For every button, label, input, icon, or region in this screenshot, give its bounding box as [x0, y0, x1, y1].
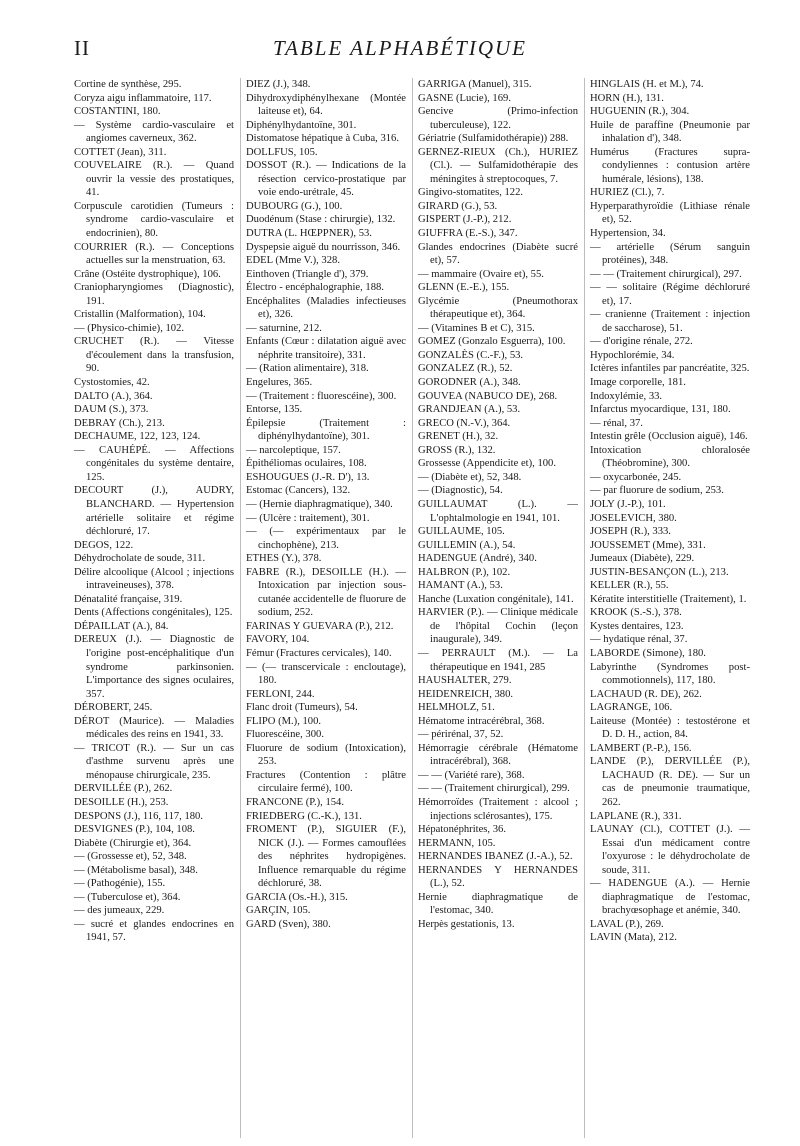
index-entry: JOUSSEMET (Mme), 331.: [590, 539, 706, 551]
index-entry: — (Ulcère : traitement), 301.: [246, 512, 370, 524]
index-entry: Hémorroïdes (Traitement : alcool ; injections sclérosantes), 175.: [418, 796, 578, 822]
index-entry: Infarctus myocardique, 131, 180.: [590, 404, 731, 416]
index-column-4: [584, 78, 750, 1138]
index-entry: FAVORY, 104.: [246, 634, 310, 646]
index-entry: Fluorure de sodium (Intoxication), 253.: [246, 742, 406, 768]
index-entry: DÉPAILLAT (A.), 84.: [74, 620, 169, 632]
index-entry: JOSEPH (R.), 333.: [590, 526, 671, 538]
index-entry: COURRIER (R.). — Conceptions actuelles sur la menstruation, 63.: [74, 241, 234, 267]
index-entry: GRENET (H.), 32.: [418, 431, 499, 443]
index-entry: Einthoven (Triangle d'), 379.: [246, 268, 369, 280]
index-entry: LAPLANE (R.), 331.: [590, 810, 682, 822]
index-entry: DESPONS (J.), 116, 117, 180.: [74, 810, 203, 822]
index-entry: DECOURT (J.), AUDRY, BLANCHARD. — Hypertension artérielle solitaire et régime déchloruré, 17.: [74, 485, 234, 538]
index-column-2: [240, 78, 406, 1138]
index-entry: LAVIN (Mata), 212.: [590, 932, 677, 944]
index-entry: DESVIGNES (P.), 104, 108.: [74, 824, 195, 836]
index-entry: — hydatique rénal, 37.: [590, 634, 688, 646]
index-entry: Dihydroxydiphénylhexane (Montée laiteuse et), 64.: [246, 92, 406, 118]
index-entry: LAGRANGE, 106.: [590, 702, 673, 714]
index-entry: — TRICOT (R.). — Sur un cas d'asthme survenu après une ménopause chirurgicale, 235.: [74, 742, 234, 781]
index-entry: DUTRA (L. HŒPPNER), 53.: [246, 228, 372, 240]
index-entry: — (Physico-chimie), 102.: [74, 322, 185, 334]
index-entry: LAVAL (P.), 269.: [590, 918, 664, 930]
index-entry: Kératite interstitielle (Traitement), 1.: [590, 593, 747, 605]
index-entry: HALBRON (P.), 102.: [418, 566, 511, 578]
index-entry: — — solitaire (Régime déchloruré et), 17.: [590, 282, 750, 307]
index-entry: — (Pathogénie), 155.: [74, 878, 166, 890]
index-entry: LAMBERT (P.-P.), 156.: [590, 742, 692, 754]
index-entry: JUSTIN-BESANÇON (L.), 213.: [590, 566, 729, 578]
index-entry: FRANCONE (P.), 154.: [246, 796, 345, 808]
index-entry: DECHAUME, 122, 123, 124.: [74, 431, 201, 443]
index-entry: — (— expérimentaux par le cinchophène), 213.: [246, 526, 406, 551]
index-entry: COUVELAIRE (R.). — Quand ouvrir la vessie des prostatiques, 41.: [74, 160, 234, 199]
index-entry: — PERRAULT (M.). — La thérapeutique en 1941, 285: [418, 647, 578, 673]
index-entry: FRIEDBERG (C.-K.), 131.: [246, 810, 362, 822]
index-entry: Flanc droit (Tumeurs), 54.: [246, 702, 358, 714]
index-entry: GARCIA (Os.-H.), 315.: [246, 891, 348, 903]
index-entry: — HADENGUE (A.). — Hernie diaphragmatique de l'estomac, brachyœsophage et anémie, 340.: [590, 878, 750, 917]
index-entry: DÉROBERT, 245.: [74, 702, 153, 714]
index-entry: Cristallin (Malformation), 104.: [74, 309, 206, 321]
index-entry: GARÇIN, 105.: [246, 905, 311, 917]
index-entry: Cystostomies, 42.: [74, 377, 150, 389]
index-entry: GISPERT (J.-P.), 212.: [418, 214, 512, 226]
index-entry: Hanche (Luxation congénitale), 141.: [418, 593, 574, 605]
index-entry: Dents (Affections congénitales), 125.: [74, 607, 233, 619]
index-entry: Craniopharyngiomes (Diagnostic), 191.: [74, 282, 234, 307]
index-entry: Glycémie (Pneumothorax thérapeutique et), 364.: [418, 295, 578, 321]
index-entry: — — (Traitement chirurgical), 299.: [418, 783, 570, 795]
index-entry: — (Diagnostic), 54.: [418, 485, 503, 497]
index-entry: COTTET (Jean), 311.: [74, 146, 167, 158]
index-entry: Intestin grêle (Occlusion aiguë), 146.: [590, 431, 748, 443]
page-header: [0, 36, 800, 70]
index-entry: — (Diabète et), 52, 348.: [418, 471, 522, 483]
index-entry: — des jumeaux, 229.: [74, 905, 165, 917]
index-entry: HAUSHALTER, 279.: [418, 675, 512, 687]
index-entry: — par fluorure de sodium, 253.: [590, 485, 724, 497]
index-entry: Indoxylémie, 33.: [590, 390, 663, 402]
index-entry: Épilepsie (Traitement : diphénylhydantoïne), 301.: [246, 417, 406, 443]
index-entry: Duodénum (Stase : chirurgie), 132.: [246, 214, 396, 226]
index-entry: — mammaire (Ovaire et), 55.: [418, 268, 544, 280]
index-entry: GUILLAUMAT (L.). — L'ophtalmologie en 1941, 101.: [418, 498, 578, 524]
index-entry: EDEL (Mme V.), 328.: [246, 255, 340, 267]
index-entry: ETHES (Y.), 378.: [246, 553, 322, 565]
index-entry: DALTO (A.), 364.: [74, 390, 153, 402]
index-entry: Image corporelle, 181.: [590, 377, 686, 389]
index-entry: Entorse, 135.: [246, 404, 303, 416]
index-entry: LANDE (P.), DERVILLÉE (P.), LACHAUD (R. DE). — Sur un cas de pneumonie traumatique, 262.: [590, 756, 750, 808]
index-entry: HERNANDES Y HERNANDES (L.), 52.: [418, 864, 578, 890]
index-entry: Intoxication chloralosée (Théobromine), 300.: [590, 444, 750, 470]
index-entry: Cortine de synthèse, 295.: [74, 79, 182, 90]
index-entry: — cranienne (Traitement : injection de saccharose), 51.: [590, 309, 750, 334]
index-entry: — (Grossesse et), 52, 348.: [74, 851, 187, 863]
index-entry: GUILLAUME, 105.: [418, 526, 505, 538]
index-entry: — (Traitement : fluorescéine), 300.: [246, 390, 397, 402]
index-entry: Hématome intracérébral, 368.: [418, 715, 545, 727]
index-entry: DIEZ (J.), 348.: [246, 79, 311, 90]
index-entry: — narcoleptique, 157.: [246, 444, 341, 456]
index-entry: ESHOUGUES (J.-R. D'), 13.: [246, 471, 370, 483]
index-entry: Coryza aigu inflammatoire, 117.: [74, 92, 212, 104]
index-entry: Estomac (Cancers), 132.: [246, 485, 351, 497]
index-entry: HUGUENIN (R.), 304.: [590, 106, 690, 118]
index-entry: Diabète (Chirurgie et), 364.: [74, 837, 192, 849]
index-entry: Ictères infantiles par pancréatite, 325.: [590, 363, 750, 375]
index-entry: — d'origine rénale, 272.: [590, 336, 693, 348]
index-entry: Fémur (Fractures cervicales), 140.: [246, 647, 392, 659]
page-number: II: [74, 36, 90, 60]
index-entry: FABRE (R.), DESOILLE (H.). — Intoxication par injection sous-cutanée accidentelle de fluorure de sodium, 252.: [246, 566, 406, 619]
index-entry: Hémorragie cérébrale (Hématome intracérébral), 368.: [418, 742, 578, 768]
index-entry: — périrénal, 37, 52.: [418, 729, 504, 741]
index-entry: GOMEZ (Gonzalo Esguerra), 100.: [418, 336, 566, 348]
index-entry: Kystes dentaires, 123.: [590, 620, 684, 632]
index-entry: DÉROT (Maurice). — Maladies médicales des reins en 1941, 33.: [74, 715, 234, 741]
index-entry: FLIPO (M.), 100.: [246, 715, 322, 727]
index-entry: — artérielle (Sérum sanguin protéines), 348.: [590, 241, 750, 267]
index-entry: LAUNAY (Cl.), COTTET (J.). — Essai d'un médicament contre l'oxyurose : le déhydrocholate de soude, 311.: [590, 824, 750, 876]
index-entry: Grossesse (Appendicite et), 100.: [418, 458, 556, 470]
index-entry: Dyspepsie aiguë du nourrisson, 346.: [246, 241, 401, 253]
index-entry: GERNEZ-RIEUX (Ch.), HURIEZ (Cl.). — Sulfamidothérapie des méningites à streptocoques, 7.: [418, 146, 578, 185]
index-entry: Fractures (Contention : plâtre circulaire fermé), 100.: [246, 769, 406, 795]
index-entry: Huile de paraffine (Pneumonie par inhalation d'), 348.: [590, 119, 750, 145]
index-entry: — — (Variété rare), 368.: [418, 769, 525, 781]
index-entry: Épithéliomas oculaires, 108.: [246, 458, 367, 470]
index-entry: Diphénylhydantoïne, 301.: [246, 119, 357, 131]
index-entry: — (Ration alimentaire), 318.: [246, 363, 369, 375]
index-entry: Gériatrie (Sulfamidothérapie)) 288.: [418, 133, 569, 145]
index-entry: Glandes endocrines (Diabète sucré et), 57.: [418, 241, 578, 267]
index-entry: GRECO (N.-V.), 364.: [418, 417, 511, 429]
index-entry: HADENGUE (André), 340.: [418, 553, 537, 565]
index-column-3: [412, 78, 578, 1138]
index-entry: Corpuscule carotidien (Tumeurs : syndrome cardio-vasculaire et endocrinien), 80.: [74, 200, 234, 240]
index-entry: JOLY (J.-P.), 101.: [590, 498, 666, 510]
index-entry: DERVILLÉE (P.), 262.: [74, 783, 173, 795]
index-entry: Fluorescéine, 300.: [246, 729, 324, 741]
index-entry: FARINAS Y GUEVARA (P.), 212.: [246, 620, 394, 632]
index-entry: Distomatose hépatique à Cuba, 316.: [246, 133, 399, 145]
index-entry: HAMANT (A.), 53.: [418, 580, 503, 592]
index-entry: GIRARD (G.), 53.: [418, 200, 498, 212]
index-entry: Jumeaux (Diabète), 229.: [590, 553, 695, 565]
index-entry: GROSS (R.), 132.: [418, 444, 496, 456]
index-entry: Hyperparathyroïdie (Lithiase rénale et), 52.: [590, 200, 750, 226]
index-entry: Encéphalites (Maladies infectieuses et), 326.: [246, 295, 406, 321]
index-entry: GOUVEA (NABUCO DE), 268.: [418, 390, 558, 402]
index-entry: HERNANDES IBANEZ (J.-A.), 52.: [418, 851, 573, 863]
index-entry: — (Tuberculose et), 364.: [74, 891, 181, 903]
index-entry: — (Hernie diaphragmatique), 340.: [246, 498, 393, 510]
index-entry: HELMHOLZ, 51.: [418, 702, 495, 714]
index-entry: — (Métabolisme basal), 348.: [74, 864, 198, 876]
index-entry: GRANDJEAN (A.), 53.: [418, 404, 521, 416]
index-entry: — (Vitamines B et C), 315.: [418, 322, 535, 334]
index-columns: [74, 78, 750, 1138]
index-entry: DAUM (S.), 373.: [74, 404, 149, 416]
index-entry: Hépatonéphrites, 36.: [418, 824, 506, 836]
index-entry: HEIDENREICH, 380.: [418, 688, 514, 700]
index-entry: KROOK (S.-S.), 378.: [590, 607, 682, 619]
index-entry: HORN (H.), 131.: [590, 92, 664, 104]
index-column-1: [74, 78, 234, 1138]
index-entry: DEGOS, 122.: [74, 539, 134, 551]
index-entry: Gingivo-stomatites, 122.: [418, 187, 524, 199]
index-entry: Hernie diaphragmatique de l'estomac, 340.: [418, 891, 578, 917]
index-entry: Crâne (Ostéite dystrophique), 106.: [74, 268, 221, 280]
index-entry: HARVIER (P.). — Clinique médicale de l'hôpital Cochin (leçon inaugurale), 349.: [418, 607, 578, 646]
index-entry: CRUCHET (R.). — Vitesse d'écoulement dans la transfusion, 90.: [74, 336, 234, 375]
index-entry: HURIEZ (Cl.), 7.: [590, 187, 665, 199]
index-entry: — (— transcervicale : encloutage), 180.: [246, 661, 406, 687]
index-entry: LABORDE (Simone), 180.: [590, 647, 706, 659]
index-entry: DEBRAY (Ch.), 213.: [74, 417, 165, 429]
index-entry: GONZALÈS (C.-F.), 53.: [418, 349, 524, 361]
index-entry: Électro - encéphalographie, 188.: [246, 282, 384, 294]
index-entry: GIUFFRA (E.-S.), 347.: [418, 228, 518, 240]
index-entry: — Système cardio-vasculaire et angiomes caverneux, 362.: [74, 119, 234, 145]
index-entry: LACHAUD (R. DE), 262.: [590, 688, 702, 700]
index-entry: Délire alcoolique (Alcool ; injections intraveineuses), 378.: [74, 566, 234, 592]
index-entry: — oxycarbonée, 245.: [590, 471, 682, 483]
index-entry: Labyrinthe (Syndromes post-commotionnels), 117, 180.: [590, 661, 750, 687]
index-entry: FERLONI, 244.: [246, 688, 315, 700]
index-entry: GUILLEMIN (A.), 54.: [418, 539, 516, 551]
index-entry: HINGLAIS (H. et M.), 74.: [590, 79, 704, 90]
index-entry: Herpès gestationis, 13.: [418, 918, 515, 930]
index-entry: GORODNER (A.), 348.: [418, 377, 521, 389]
index-entry: — rénal, 37.: [590, 417, 643, 429]
index-entry: Laiteuse (Montée) : testostérone et D. D. H., action, 84.: [590, 715, 750, 741]
index-entry: FROMENT (P.), SIGUIER (F.), NICK (J.). — Formes camouflées des néphrites hydropigènes. Influence remarquable du régime déchloruré, 38.: [246, 824, 406, 890]
running-title: TABLE ALPHABÉTIQUE: [273, 36, 527, 60]
index-entry: DEREUX (J.). — Diagnostic de l'origine post-encéphalitique d'un syndrome parkinsonien. L'importance des signes oculaires, 357.: [74, 634, 234, 700]
index-entry: HERMANN, 105.: [418, 837, 496, 849]
index-entry: GASNE (Lucie), 169.: [418, 92, 511, 104]
index-entry: Engelures, 365.: [246, 377, 313, 389]
index-entry: — sucré et glandes endocrines en 1941, 57.: [74, 918, 234, 944]
index-entry: Humérus (Fractures supra-condyliennes : contusion artère humérale, lésions), 138.: [590, 146, 750, 185]
index-entry: Gencive (Primo-infection tuberculeuse), 122.: [418, 106, 578, 131]
index-entry: GLENN (E.-E.), 155.: [418, 282, 510, 294]
index-entry: Hypertension, 34.: [590, 228, 666, 240]
index-entry: DOLLFUS, 105.: [246, 146, 318, 158]
index-entry: COSTANTINI, 180.: [74, 106, 161, 118]
index-entry: DESOILLE (H.), 253.: [74, 796, 169, 808]
index-entry: KELLER (R.), 55.: [590, 580, 669, 592]
index-entry: GONZALEZ (R.), 52.: [418, 363, 513, 375]
index-entry: DUBOURG (G.), 100.: [246, 200, 343, 212]
index-entry: DOSSOT (R.). — Indications de la résection cervico-prostatique par voie endo-urétrale, 45.: [246, 160, 406, 199]
index-entry: GARD (Sven), 380.: [246, 918, 331, 930]
index-entry: — saturnine, 212.: [246, 322, 322, 334]
index-entry: — CAUHÉPÉ. — Affections congénitales du système dentaire, 125.: [74, 444, 234, 483]
index-entry: — — (Traitement chirurgical), 297.: [590, 268, 742, 280]
index-entry: Dénatalité française, 319.: [74, 593, 183, 605]
index-entry: Déhydrocholate de soude, 311.: [74, 553, 206, 565]
index-entry: Hypochlorémie, 34.: [590, 349, 675, 361]
index-entry: GARRIGA (Manuel), 315.: [418, 79, 532, 90]
index-entry: Enfants (Cœur : dilatation aiguë avec néphrite transitoire), 331.: [246, 336, 406, 361]
index-entry: JOSELEVICH, 380.: [590, 512, 677, 524]
